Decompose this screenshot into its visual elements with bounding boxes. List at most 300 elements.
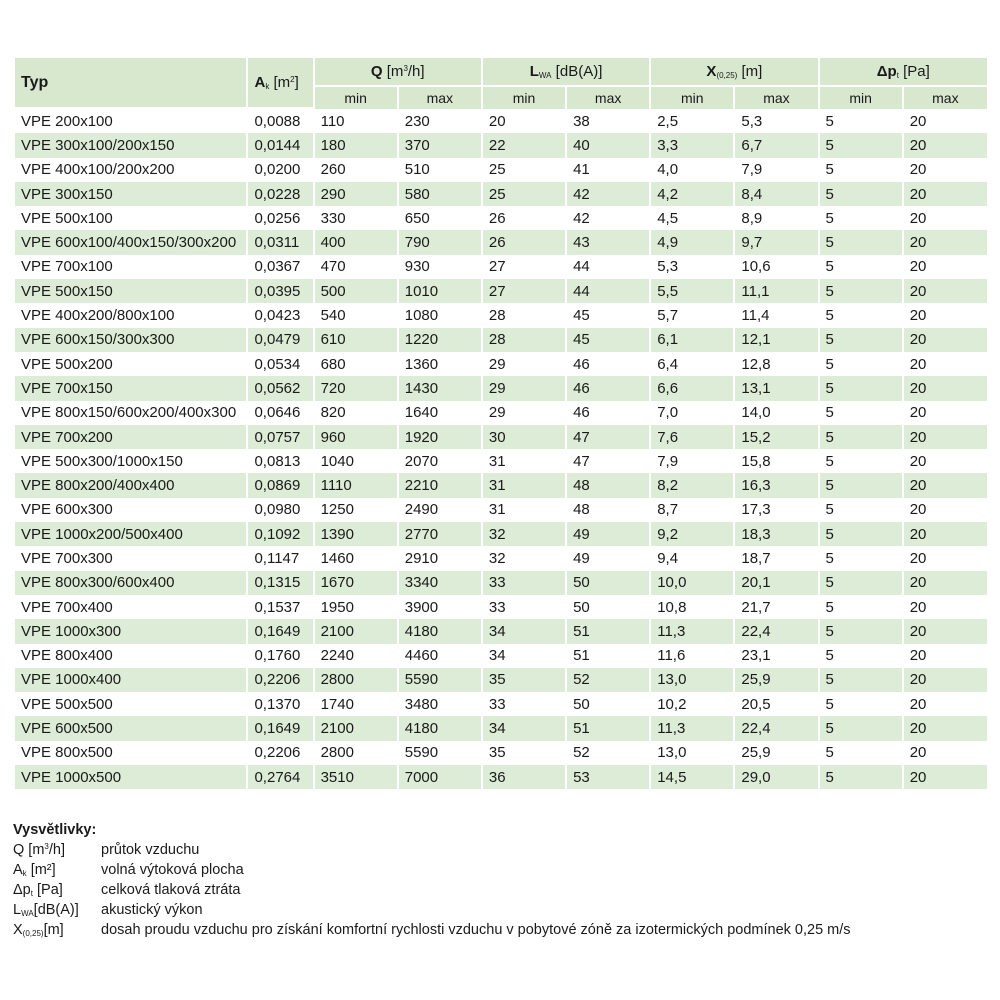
cell-xmin: 14,5 bbox=[651, 765, 733, 789]
cell-lmin: 27 bbox=[488, 258, 506, 276]
cell-pmin: 5 bbox=[825, 161, 834, 179]
cell-qmax: 1430 bbox=[399, 376, 481, 400]
cell-pmin: 5 bbox=[820, 425, 902, 449]
table-row bbox=[15, 644, 987, 668]
cell-pmax: 20 bbox=[904, 376, 987, 400]
cell-pmax: 20 bbox=[904, 619, 987, 643]
table-row bbox=[15, 352, 987, 376]
cell-xmax: 16,3 bbox=[735, 473, 817, 497]
cell-qmax: 510 bbox=[404, 161, 430, 179]
cell-lmin: 32 bbox=[488, 549, 506, 567]
cell-qmin: 180 bbox=[315, 133, 397, 157]
table-row bbox=[15, 182, 987, 206]
cell-lmin: 20 bbox=[488, 112, 506, 130]
cell-xmax: 20,5 bbox=[741, 695, 771, 713]
cell-qmax: 650 bbox=[404, 209, 430, 227]
cell-pmin: 5 bbox=[825, 112, 834, 130]
cell-qmax: 1920 bbox=[399, 425, 481, 449]
cell-qmin: 500 bbox=[315, 279, 397, 303]
cell-xmin: 10,2 bbox=[657, 695, 687, 713]
cell-qmin: 2100 bbox=[315, 619, 397, 643]
cell-lmax: 50 bbox=[573, 598, 590, 616]
cell-qmin: 400 bbox=[315, 230, 397, 254]
legend-description: celková tlaková ztráta bbox=[101, 882, 241, 898]
header-lwa: $L_{WA}$ [dB(A)] bbox=[483, 58, 649, 87]
legend-symbol: $A_k$ [m²] bbox=[13, 862, 56, 878]
cell-pmax: 20 bbox=[904, 230, 987, 254]
cell-lmin: 26 bbox=[483, 230, 565, 254]
cell-typ: VPE 700x300 bbox=[21, 549, 113, 567]
cell-xmax: 21,7 bbox=[741, 598, 771, 616]
table-row bbox=[15, 376, 987, 400]
cell-typ: VPE 300x100/200x150 bbox=[15, 133, 246, 157]
legend-symbol: Q $[m^3/h]$ bbox=[13, 842, 65, 858]
header-q-min: min bbox=[315, 87, 397, 109]
header-lwa-min: min bbox=[483, 87, 565, 109]
cell-qmax: 4180 bbox=[399, 619, 481, 643]
header-x-max: max bbox=[735, 87, 817, 109]
cell-xmax: 18,3 bbox=[735, 522, 817, 546]
table-row bbox=[15, 522, 987, 546]
cell-pmin: 5 bbox=[825, 404, 834, 422]
cell-lmax: 52 bbox=[567, 668, 649, 692]
cell-ak: 0,1649 bbox=[248, 619, 312, 643]
cell-xmin: 5,7 bbox=[657, 307, 679, 325]
legend-items bbox=[13, 840, 983, 940]
cell-pmax: 20 bbox=[909, 355, 927, 373]
cell-xmax: 9,7 bbox=[735, 230, 817, 254]
cell-qmin: 680 bbox=[320, 355, 346, 373]
cell-pmin: 5 bbox=[825, 695, 834, 713]
cell-pmax: 20 bbox=[909, 307, 927, 325]
cell-qmax: 1220 bbox=[399, 328, 481, 352]
legend-symbol: $L_{WA}[dB(A)]$ bbox=[13, 902, 79, 918]
cell-qmin: 820 bbox=[320, 404, 346, 422]
cell-xmin: 13,0 bbox=[657, 744, 687, 762]
cell-qmax: 580 bbox=[399, 182, 481, 206]
cell-lmax: 40 bbox=[567, 133, 649, 157]
legend-description: dosah proudu vzduchu pro získání komfortní rychlosti vzduchu v pobytové zóně za izotermických podmínek 0,25 m/s bbox=[101, 922, 851, 938]
cell-ak: 0,0479 bbox=[248, 328, 312, 352]
table-row bbox=[15, 716, 987, 740]
cell-pmin: 5 bbox=[820, 522, 902, 546]
table-row bbox=[15, 279, 987, 303]
cell-lmin: 33 bbox=[488, 598, 506, 616]
header-typ: Typ bbox=[15, 58, 246, 109]
cell-xmin: 4,2 bbox=[651, 182, 733, 206]
table-row bbox=[15, 571, 987, 595]
spec-table bbox=[13, 58, 989, 789]
cell-xmax: 12,8 bbox=[741, 355, 771, 373]
cell-ak: 0,0200 bbox=[254, 161, 301, 179]
cell-qmax: 2910 bbox=[404, 549, 439, 567]
cell-xmin: 8,2 bbox=[651, 473, 733, 497]
cell-pmax: 20 bbox=[904, 765, 987, 789]
cell-ak: 0,0088 bbox=[254, 112, 301, 130]
table-row bbox=[15, 668, 987, 692]
header-dp: $\Delta p_t$ [Pa] bbox=[820, 58, 987, 87]
table-row bbox=[15, 692, 987, 716]
cell-typ: VPE 600x300 bbox=[21, 501, 113, 519]
cell-lmin: 36 bbox=[483, 765, 565, 789]
cell-ak: 0,0367 bbox=[254, 258, 301, 276]
cell-pmax: 20 bbox=[909, 112, 927, 130]
cell-xmax: 25,9 bbox=[735, 668, 817, 692]
cell-pmin: 5 bbox=[825, 744, 834, 762]
cell-lmax: 48 bbox=[573, 501, 590, 519]
cell-xmin: 8,7 bbox=[657, 501, 679, 519]
cell-qmax: 1010 bbox=[399, 279, 481, 303]
cell-pmin: 5 bbox=[825, 209, 834, 227]
cell-qmax: 230 bbox=[404, 112, 430, 130]
cell-lmax: 46 bbox=[573, 355, 590, 373]
table-row bbox=[15, 546, 987, 570]
header-q-max: max bbox=[399, 87, 481, 109]
cell-pmin: 5 bbox=[820, 328, 902, 352]
cell-lmax: 48 bbox=[567, 473, 649, 497]
cell-lmax: 45 bbox=[567, 328, 649, 352]
table-row bbox=[15, 473, 987, 497]
cell-xmax: 12,1 bbox=[735, 328, 817, 352]
cell-ak: 0,1092 bbox=[248, 522, 312, 546]
cell-qmin: 1460 bbox=[320, 549, 354, 567]
cell-typ: VPE 600x150/300x300 bbox=[15, 328, 246, 352]
cell-pmax: 20 bbox=[904, 668, 987, 692]
cell-qmax: 3340 bbox=[399, 571, 481, 595]
table-row bbox=[15, 765, 987, 789]
cell-xmax: 18,7 bbox=[741, 549, 771, 567]
cell-xmax: 22,4 bbox=[735, 619, 817, 643]
cell-pmin: 5 bbox=[820, 619, 902, 643]
cell-lmax: 50 bbox=[573, 695, 590, 713]
cell-qmin: 3510 bbox=[315, 765, 397, 789]
cell-lmin: 34 bbox=[488, 647, 506, 665]
cell-xmin: 4,0 bbox=[657, 161, 679, 179]
cell-lmax: 44 bbox=[567, 279, 649, 303]
legend-symbol: $\Delta p_t$ [Pa] bbox=[13, 882, 63, 898]
cell-xmax: 6,7 bbox=[735, 133, 817, 157]
table-body bbox=[15, 109, 987, 789]
table-row bbox=[15, 206, 987, 230]
cell-pmin: 5 bbox=[825, 549, 834, 567]
cell-qmin: 1110 bbox=[315, 473, 397, 497]
cell-qmax: 2770 bbox=[399, 522, 481, 546]
cell-qmin: 2800 bbox=[320, 744, 354, 762]
cell-lmin: 32 bbox=[483, 522, 565, 546]
cell-qmax: 3480 bbox=[404, 695, 439, 713]
cell-qmax: 1640 bbox=[404, 404, 439, 422]
cell-lmax: 47 bbox=[567, 425, 649, 449]
cell-ak: 0,0256 bbox=[254, 209, 301, 227]
cell-ak: 0,1147 bbox=[254, 549, 300, 567]
legend-description: volná výtoková plocha bbox=[101, 862, 244, 878]
cell-xmin: 11,3 bbox=[651, 619, 733, 643]
cell-xmin: 4,5 bbox=[657, 209, 679, 227]
cell-lmax: 49 bbox=[567, 522, 649, 546]
cell-pmin: 5 bbox=[820, 716, 902, 740]
cell-ak: 0,0144 bbox=[248, 133, 312, 157]
cell-pmin: 5 bbox=[820, 668, 902, 692]
cell-xmin: 4,9 bbox=[651, 230, 733, 254]
cell-lmax: 51 bbox=[567, 619, 649, 643]
cell-ak: 0,0562 bbox=[248, 376, 312, 400]
cell-lmin: 28 bbox=[488, 307, 506, 325]
cell-lmin: 28 bbox=[483, 328, 565, 352]
cell-pmin: 5 bbox=[825, 307, 834, 325]
cell-xmin: 6,1 bbox=[651, 328, 733, 352]
cell-lmin: 34 bbox=[483, 619, 565, 643]
cell-pmin: 5 bbox=[825, 598, 834, 616]
cell-lmin: 27 bbox=[483, 279, 565, 303]
cell-xmin: 3,3 bbox=[651, 133, 733, 157]
cell-ak: 0,0757 bbox=[248, 425, 312, 449]
cell-pmin: 5 bbox=[820, 230, 902, 254]
cell-lmax: 47 bbox=[573, 452, 590, 470]
cell-typ: VPE 600x500 bbox=[15, 716, 246, 740]
cell-qmax: 2070 bbox=[404, 452, 439, 470]
cell-typ: VPE 800x400 bbox=[21, 647, 113, 665]
cell-lmax: 44 bbox=[573, 258, 590, 276]
cell-lmin: 26 bbox=[488, 209, 506, 227]
legend-item bbox=[13, 860, 983, 880]
table-row bbox=[15, 449, 987, 473]
cell-xmax: 10,6 bbox=[741, 258, 771, 276]
cell-ak: 0,1649 bbox=[248, 716, 312, 740]
table-row bbox=[15, 498, 987, 522]
cell-xmin: 7,9 bbox=[657, 452, 679, 470]
cell-pmin: 5 bbox=[820, 376, 902, 400]
cell-qmin: 540 bbox=[320, 307, 346, 325]
cell-qmin: 1040 bbox=[320, 452, 354, 470]
cell-typ: VPE 600x100/400x150/300x200 bbox=[15, 230, 246, 254]
cell-xmin: 11,3 bbox=[651, 716, 733, 740]
cell-xmax: 20,1 bbox=[735, 571, 817, 595]
header-lwa-max: max bbox=[567, 87, 649, 109]
table-row bbox=[15, 133, 987, 157]
cell-ak: 0,0423 bbox=[254, 307, 301, 325]
cell-pmax: 20 bbox=[904, 473, 987, 497]
cell-pmin: 5 bbox=[820, 473, 902, 497]
cell-typ: VPE 400x100/200x200 bbox=[21, 161, 175, 179]
cell-qmax: 370 bbox=[399, 133, 481, 157]
cell-typ: VPE 400x200/800x100 bbox=[21, 307, 175, 325]
cell-pmax: 20 bbox=[909, 695, 927, 713]
cell-ak: 0,1315 bbox=[248, 571, 312, 595]
header-x-min: min bbox=[651, 87, 733, 109]
cell-pmax: 20 bbox=[909, 647, 927, 665]
cell-xmin: 5,5 bbox=[651, 279, 733, 303]
cell-xmax: 11,4 bbox=[741, 307, 770, 325]
cell-ak: 0,1537 bbox=[254, 598, 301, 616]
cell-qmax: 4460 bbox=[404, 647, 439, 665]
cell-lmin: 34 bbox=[483, 716, 565, 740]
cell-pmax: 20 bbox=[904, 425, 987, 449]
cell-qmax: 1360 bbox=[404, 355, 439, 373]
cell-xmax: 11,1 bbox=[735, 279, 817, 303]
cell-xmin: 7,0 bbox=[657, 404, 679, 422]
cell-typ: VPE 700x100 bbox=[21, 258, 113, 276]
cell-lmin: 31 bbox=[483, 473, 565, 497]
cell-xmax: 8,4 bbox=[735, 182, 817, 206]
cell-xmax: 23,1 bbox=[741, 647, 771, 665]
cell-xmin: 9,4 bbox=[657, 549, 679, 567]
cell-ak: 0,0534 bbox=[254, 355, 301, 373]
header-dp-min: min bbox=[820, 87, 902, 109]
cell-pmin: 5 bbox=[825, 501, 834, 519]
cell-pmin: 5 bbox=[820, 133, 902, 157]
cell-lmin: 29 bbox=[488, 355, 506, 373]
cell-xmin: 9,2 bbox=[651, 522, 733, 546]
cell-lmax: 51 bbox=[567, 716, 649, 740]
cell-typ: VPE 800x300/600x400 bbox=[15, 571, 246, 595]
cell-ak: 0,2206 bbox=[254, 744, 301, 762]
header-dp-max: max bbox=[904, 87, 987, 109]
cell-lmin: 33 bbox=[488, 695, 506, 713]
cell-typ: VPE 800x200/400x400 bbox=[15, 473, 246, 497]
cell-xmax: 15,2 bbox=[735, 425, 817, 449]
cell-lmin: 35 bbox=[488, 744, 506, 762]
cell-ak: 0,1370 bbox=[254, 695, 301, 713]
cell-ak: 0,1760 bbox=[254, 647, 301, 665]
cell-qmin: 960 bbox=[315, 425, 397, 449]
cell-typ: VPE 700x150 bbox=[15, 376, 246, 400]
cell-xmax: 8,9 bbox=[741, 209, 763, 227]
legend-title: Vysvětlivky: bbox=[13, 822, 97, 838]
cell-qmax: 2210 bbox=[399, 473, 481, 497]
cell-lmax: 46 bbox=[567, 376, 649, 400]
legend-item bbox=[13, 840, 983, 860]
cell-qmin: 470 bbox=[320, 258, 346, 276]
cell-ak: 0,0395 bbox=[248, 279, 312, 303]
cell-ak: 0,0646 bbox=[254, 404, 301, 422]
cell-xmax: 15,8 bbox=[741, 452, 771, 470]
cell-xmax: 13,1 bbox=[735, 376, 817, 400]
cell-pmin: 5 bbox=[825, 452, 834, 470]
cell-lmax: 45 bbox=[573, 307, 590, 325]
cell-pmax: 20 bbox=[909, 501, 927, 519]
table-row bbox=[15, 595, 987, 619]
cell-qmin: 110 bbox=[320, 112, 345, 130]
cell-pmax: 20 bbox=[904, 522, 987, 546]
legend-description: akustický výkon bbox=[101, 902, 203, 918]
cell-pmin: 5 bbox=[820, 279, 902, 303]
cell-xmin: 5,3 bbox=[657, 258, 679, 276]
cell-lmin: 31 bbox=[488, 501, 506, 519]
cell-pmax: 20 bbox=[904, 182, 987, 206]
table-row bbox=[15, 303, 987, 327]
cell-ak: 0,0311 bbox=[248, 230, 312, 254]
legend-item bbox=[13, 880, 983, 900]
table-row bbox=[15, 255, 987, 279]
cell-qmin: 1670 bbox=[315, 571, 397, 595]
cell-pmax: 20 bbox=[909, 161, 927, 179]
cell-ak: 0,0813 bbox=[254, 452, 301, 470]
cell-pmax: 20 bbox=[904, 716, 987, 740]
cell-qmin: 1390 bbox=[315, 522, 397, 546]
cell-lmin: 22 bbox=[483, 133, 565, 157]
legend-description: průtok vzduchu bbox=[101, 842, 200, 858]
cell-pmax: 20 bbox=[909, 258, 927, 276]
cell-ak: 0,2764 bbox=[248, 765, 312, 789]
cell-xmax: 22,4 bbox=[735, 716, 817, 740]
cell-typ: VPE 200x100 bbox=[21, 112, 113, 130]
cell-lmin: 29 bbox=[483, 376, 565, 400]
cell-ak: 0,0869 bbox=[248, 473, 312, 497]
header-q: Q $[m^3/h]$ bbox=[315, 58, 481, 87]
legend-symbol: $X_{(0,25)}[m]$ bbox=[13, 922, 64, 938]
table-row bbox=[15, 619, 987, 643]
cell-xmax: 29,0 bbox=[735, 765, 817, 789]
cell-lmin: 29 bbox=[488, 404, 506, 422]
cell-lmax: 50 bbox=[567, 571, 649, 595]
cell-typ: VPE 500x150 bbox=[15, 279, 246, 303]
cell-xmin: 2,5 bbox=[657, 112, 679, 130]
cell-qmin: 260 bbox=[320, 161, 346, 179]
cell-xmin: 13,0 bbox=[651, 668, 733, 692]
cell-pmax: 20 bbox=[909, 598, 927, 616]
cell-qmax: 4180 bbox=[399, 716, 481, 740]
cell-ak: 0,2206 bbox=[248, 668, 312, 692]
legend-item bbox=[13, 920, 983, 940]
cell-qmax: 7000 bbox=[399, 765, 481, 789]
cell-pmin: 5 bbox=[820, 765, 902, 789]
table-row bbox=[15, 109, 987, 133]
cell-pmax: 20 bbox=[909, 404, 927, 422]
cell-qmax: 3900 bbox=[404, 598, 439, 616]
cell-lmax: 38 bbox=[573, 112, 590, 130]
cell-qmin: 610 bbox=[315, 328, 397, 352]
cell-ak: 0,0228 bbox=[248, 182, 312, 206]
cell-pmin: 5 bbox=[820, 182, 902, 206]
cell-xmax: 14,0 bbox=[741, 404, 771, 422]
header-ak: $A_k$ $[m^2]$ bbox=[248, 58, 312, 109]
cell-pmax: 20 bbox=[909, 744, 927, 762]
cell-xmax: 5,3 bbox=[741, 112, 763, 130]
legend-item bbox=[13, 900, 983, 920]
cell-xmin: 11,6 bbox=[657, 647, 686, 665]
cell-lmax: 46 bbox=[573, 404, 590, 422]
cell-lmax: 52 bbox=[573, 744, 590, 762]
cell-lmax: 42 bbox=[567, 182, 649, 206]
cell-xmax: 17,3 bbox=[741, 501, 771, 519]
table-row bbox=[15, 328, 987, 352]
cell-typ: VPE 500x500 bbox=[21, 695, 113, 713]
table-row bbox=[15, 741, 987, 765]
cell-pmin: 5 bbox=[825, 647, 834, 665]
cell-xmin: 7,6 bbox=[651, 425, 733, 449]
cell-typ: VPE 500x100 bbox=[21, 209, 113, 227]
table-row bbox=[15, 401, 987, 425]
cell-typ: VPE 500x200 bbox=[21, 355, 113, 373]
cell-typ: VPE 1000x500 bbox=[15, 765, 246, 789]
cell-typ: VPE 1000x400 bbox=[15, 668, 246, 692]
cell-pmax: 20 bbox=[904, 133, 987, 157]
cell-qmin: 290 bbox=[315, 182, 397, 206]
cell-lmin: 25 bbox=[488, 161, 506, 179]
cell-qmin: 1950 bbox=[320, 598, 354, 616]
cell-typ: VPE 1000x300 bbox=[15, 619, 246, 643]
cell-lmax: 41 bbox=[573, 161, 590, 179]
cell-typ: VPE 700x200 bbox=[15, 425, 246, 449]
cell-qmin: 330 bbox=[320, 209, 346, 227]
cell-typ: VPE 1000x200/500x400 bbox=[15, 522, 246, 546]
cell-pmax: 20 bbox=[909, 209, 927, 227]
cell-ak: 0,0980 bbox=[254, 501, 301, 519]
cell-qmax: 930 bbox=[404, 258, 430, 276]
cell-lmax: 42 bbox=[573, 209, 590, 227]
cell-lmin: 25 bbox=[483, 182, 565, 206]
cell-qmin: 720 bbox=[315, 376, 397, 400]
